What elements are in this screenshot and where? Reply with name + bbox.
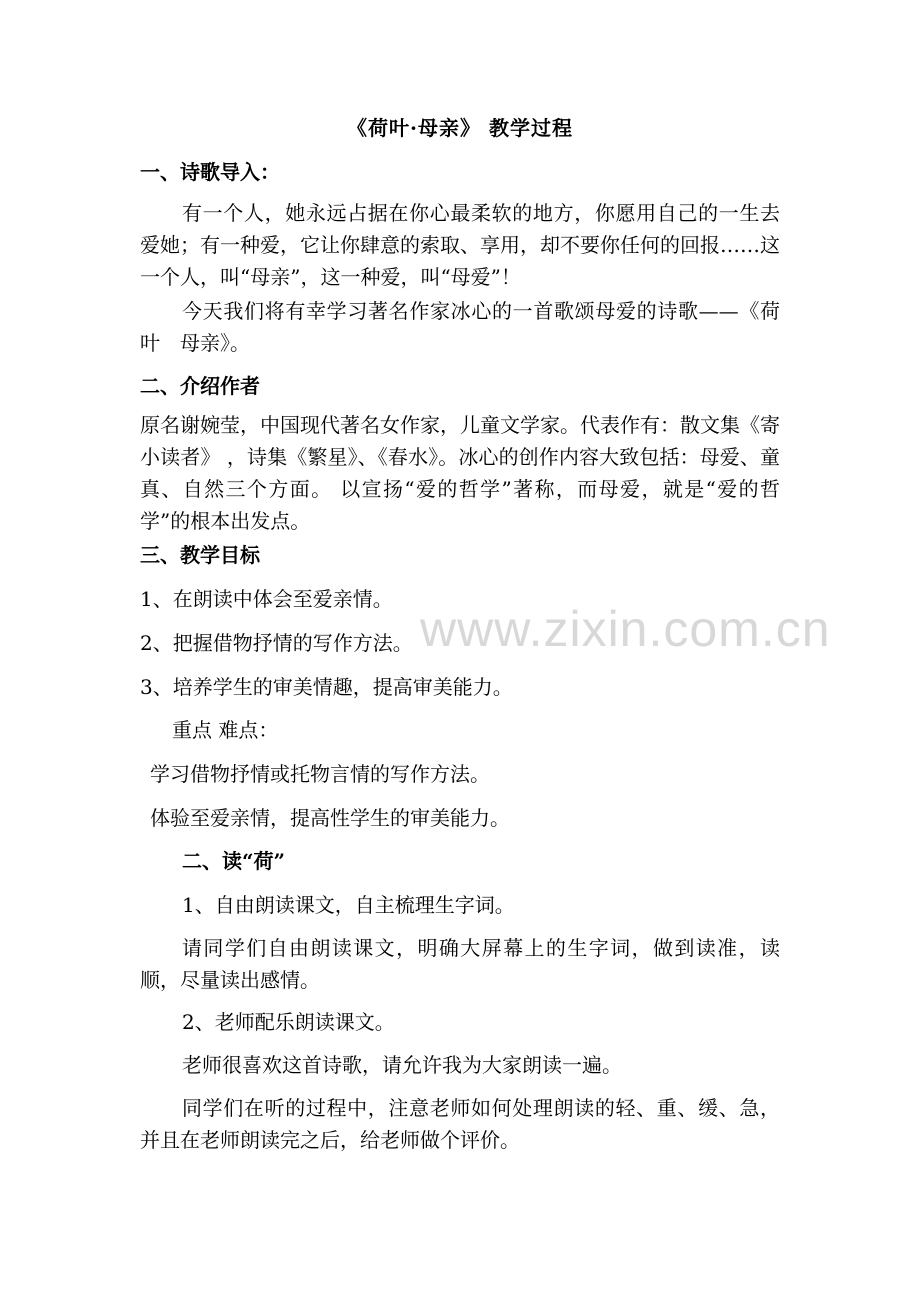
- read-paragraph-1: 请同学们自由朗读课文，明确大屏幕上的生字词，做到读准，读顺，尽量读出感情。: [140, 936, 780, 992]
- keypoint-item-1: 学习借物抒情或托物言情的写作方法。: [150, 762, 490, 786]
- section-heading-intro: 一、诗歌导入：: [140, 160, 280, 184]
- section-heading-read: 二、读“荷”: [182, 849, 286, 873]
- intro-paragraph-1: 有一个人，她永远占据在你心最柔软的地方，你愿用自己的一生去爱她；有一种爱，它让你肆意的索取、享用，却不要你任何的回报……这一个人，叫“母亲”，这一种爱，叫“母爱”！: [140, 201, 780, 289]
- goal-item-1: 1、在朗读中体会至爱亲情。: [140, 587, 393, 611]
- keypoint-item-2: 体验至爱亲情，提高性学生的审美能力。: [150, 806, 510, 830]
- read-paragraph-3: 同学们在听的过程中，注意老师如何处理朗读的轻、重、缓、急，并且在老师朗读完之后，给老师做个评价。: [140, 1096, 780, 1152]
- goal-item-2: 2、把握借物抒情的写作方法。: [140, 631, 413, 655]
- read-paragraph-2: 老师很喜欢这首诗歌，请允许我为大家朗读一遍。: [182, 1053, 622, 1077]
- goal-item-3: 3、培养学生的审美情趣，提高审美能力。: [140, 675, 513, 699]
- read-step-2: 2、老师配乐朗读课文。: [182, 1010, 395, 1034]
- section-heading-goals: 三、教学目标: [140, 543, 260, 567]
- watermark: www.zixin.com.cn: [420, 601, 831, 657]
- author-paragraph: 原名谢婉莹，中国现代著名女作家，儿童文学家。代表作有：散文集《寄小读者》 ，诗集《繁星》、《春水》。冰心的创作内容大致包括：母爱、童真、自然三个方面。 以宣扬“爱的哲学”著称，而母爱，就是“爱的哲学”的根本出发点。: [140, 413, 780, 533]
- read-step-1: 1、自由朗读课文，自主梳理生字词。: [182, 893, 515, 917]
- page-title: 《荷叶·母亲》 教学过程: [347, 116, 573, 140]
- section-heading-author: 二、介绍作者: [140, 374, 260, 398]
- keypoints-label: 重点 难点：: [172, 718, 279, 742]
- intro-paragraph-2: 今天我们将有幸学习著名作家冰心的一首歌颂母爱的诗歌——《荷叶 母亲》。: [140, 299, 780, 355]
